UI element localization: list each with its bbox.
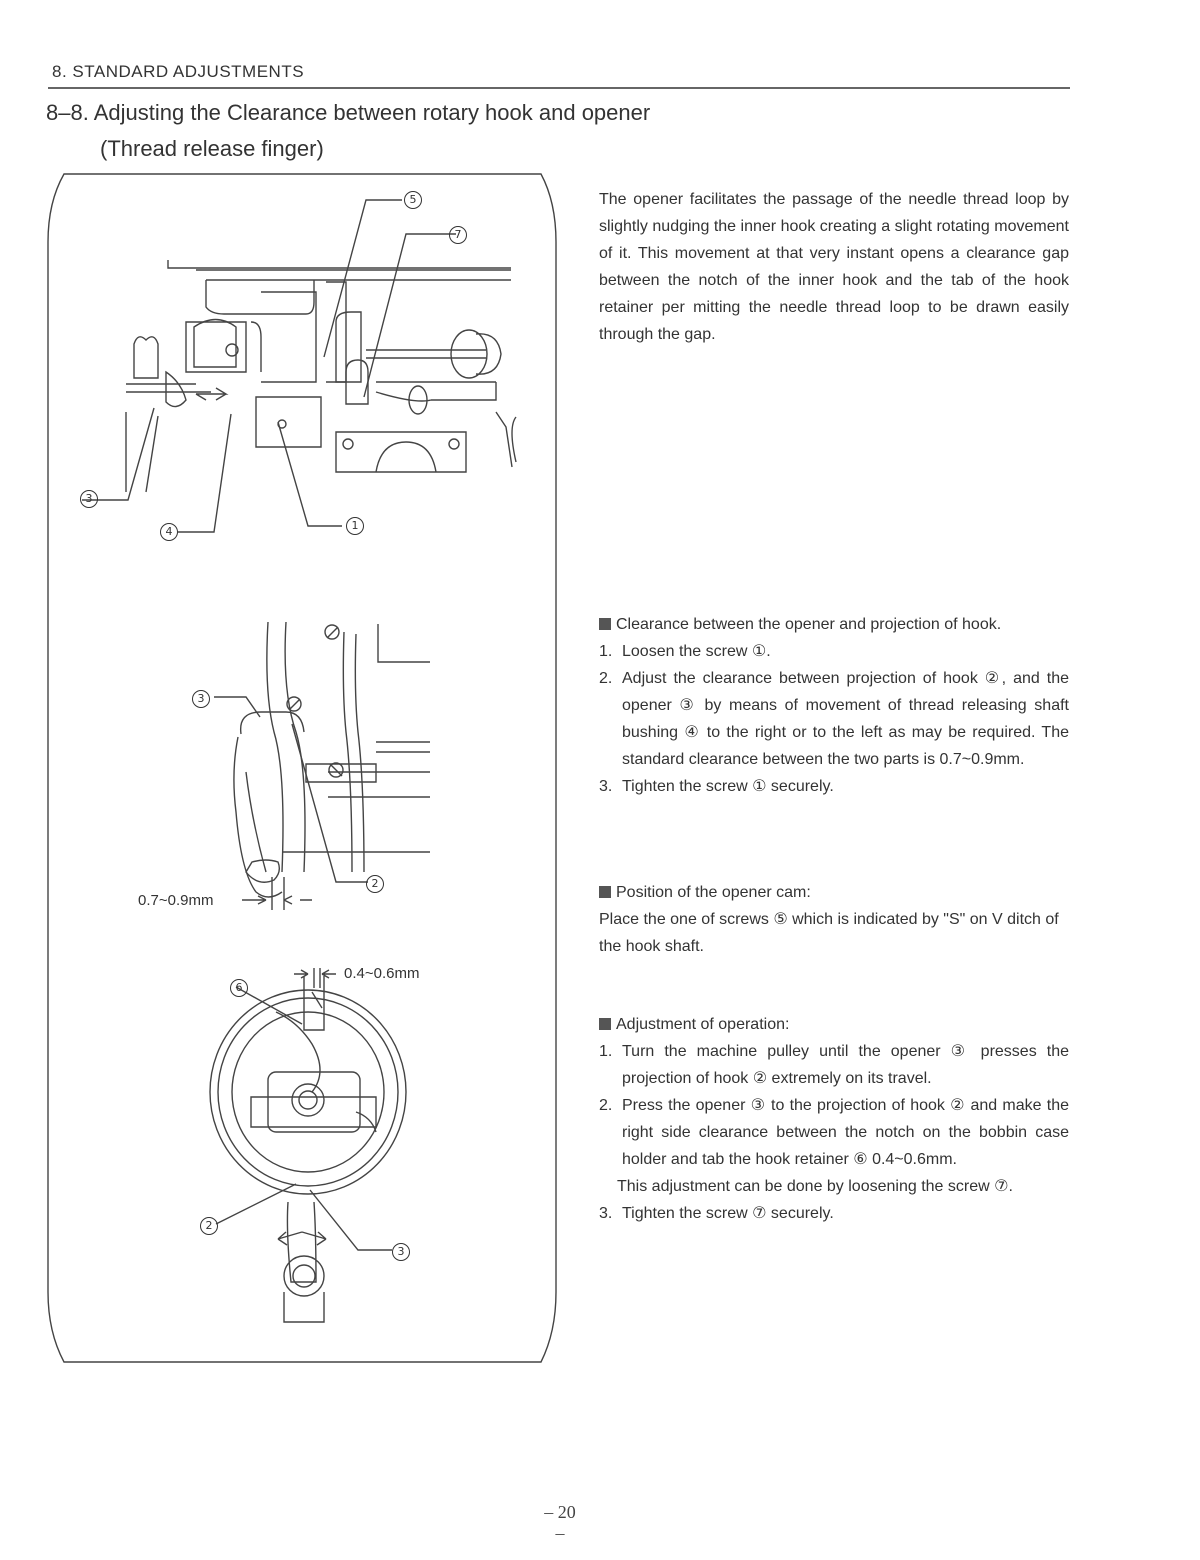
page-number: – 20 –: [544, 1502, 576, 1543]
dimension-label-opener-clearance: 0.7~0.9mm: [138, 892, 214, 909]
section-header: 8. STANDARD ADJUSTMENTS: [52, 62, 305, 81]
middle-drawing: [214, 622, 430, 910]
bullet-square-icon: [599, 886, 611, 898]
section-clearance: [599, 611, 1069, 800]
bottom-drawing: [210, 968, 406, 1322]
header-rule: [48, 87, 1070, 89]
section-opener-cam-text: Place the one of screws ⑤ which is indicated by "S" on V ditch of the hook shaft.: [599, 911, 1059, 955]
list-item: 2. Adjust the clearance between projection of hook ②, and the opener ③ by means of movement of thread releasing shaft bushing ④ to the right or to the left as may be required. The standard clearance between the two parts is 0.7~0.9mm.: [599, 670, 1069, 768]
section-opener-cam-title: Position of the opener cam:: [599, 879, 1069, 906]
figure-panel: [46, 172, 560, 1364]
callout-4-top: 4: [160, 521, 178, 541]
adjustment-note: This adjustment can be done by loosening the screw ⑦.: [617, 1178, 1013, 1195]
callout-2-middle: 2: [366, 873, 384, 893]
callout-5-top: 5: [404, 189, 422, 209]
list-item: 3. Tighten the screw ① securely.: [599, 778, 834, 795]
intro-paragraph: The opener facilitates the passage of the needle thread loop by slightly nudging the inner hook creating a slight rotating movement of it. This movement at that very instant opens a clearance gap between the notch of the inner hook and the tab of the hook retainer per mitting the needle thread loop to be drawn easily through the gap.: [599, 191, 1069, 343]
list-item: 1. Loosen the screw ①.: [599, 643, 771, 660]
callout-1-top: 1: [346, 515, 364, 535]
callout-3-middle: 3: [192, 688, 210, 708]
callout-3-bottom: 3: [392, 1241, 410, 1261]
dimension-label-retainer-clearance: 0.4~0.6mm: [344, 965, 420, 982]
top-drawing: [82, 200, 516, 532]
callout-2-bottom: 2: [200, 1215, 218, 1235]
section-opener-cam: [599, 879, 1069, 960]
section-clearance-title: Clearance between the opener and projection of hook.: [599, 611, 1069, 638]
page-title: 8–8. Adjusting the Clearance between rotary hook and opener: [46, 100, 651, 125]
callout-7-top: 7: [449, 224, 467, 244]
bullet-square-icon: [599, 1018, 611, 1030]
list-item: 1. Turn the machine pulley until the opener ③ presses the projection of hook ② extremely on its travel.: [599, 1043, 1069, 1087]
section-operation-title: Adjustment of operation:: [599, 1011, 1069, 1038]
list-item: 3. Tighten the screw ⑦ securely.: [599, 1205, 834, 1222]
section-operation: [599, 1011, 1069, 1227]
page-subtitle: (Thread release finger): [100, 136, 324, 161]
figure-illustration: [46, 172, 560, 1364]
callout-3-top: 3: [80, 488, 98, 508]
bullet-square-icon: [599, 618, 611, 630]
callout-6-bottom: 6: [230, 977, 248, 997]
list-item: 2. Press the opener ③ to the projection of hook ② and make the right side clearance between the notch on the bobbin case holder and tab the hook retainer ⑥ 0.4~0.6mm.: [599, 1097, 1069, 1168]
